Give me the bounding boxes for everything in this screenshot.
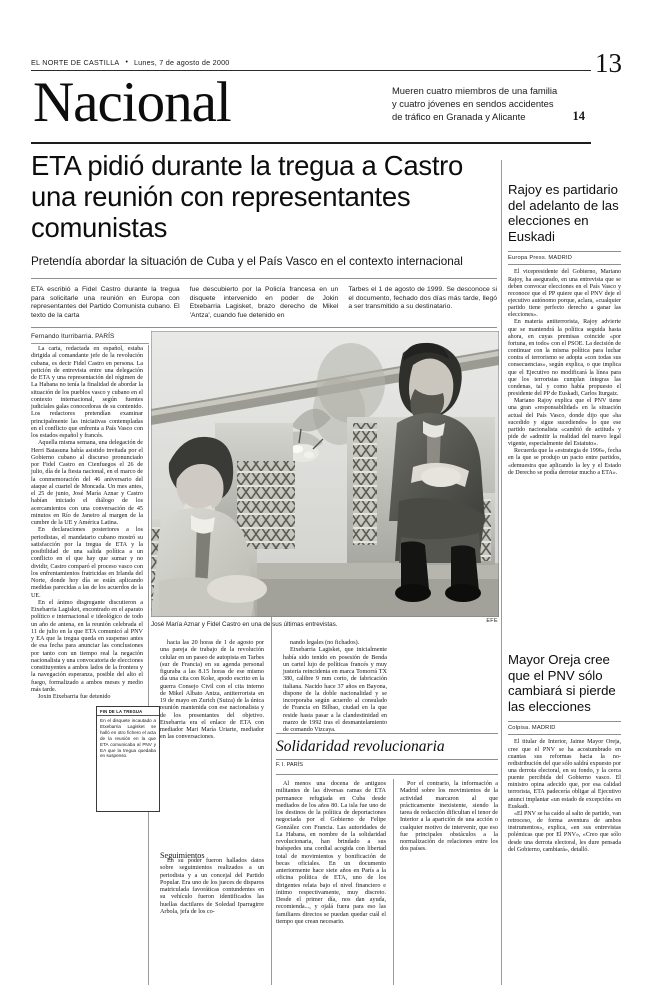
paragraph: Joxin Etxebarria fue detenido (38, 694, 111, 700)
paragraph: En declaraciones posteriores a los periodistas, el mandatario cubano mostró su satisfacción por la tregua de ETA y la posibilidad de una salida política a un conflicto en el que hay que sumar y no dividir, Castro comparó el proceso vasco con los enfrentamientos fratricidas en Irlanda del Norte, donde hoy día se están aplicando medidas parecidas a las de los acuerdos de la UE. (31, 527, 143, 599)
paragraph: En materia antiterrorista, Rajoy advierte que se mantendrá la política seguida hasta ahora, en cuyas premisas coincide «por fortuna, en todo» con el PSOE. La decisión de continuar con la misma política para luchar contra el terrorismo se adopta «con todas sus consecuencias», según explica, o que implica que el Ejecutivo no modificará la línea para que los terroristas cumplan íntegras las condenas, tal y como había propuesto el presidente del PP de Euskadi, Carlos Iturgaiz. (508, 319, 621, 398)
lead-col-1: ETA escribió a Fidel Castro durante la tregua para solicitarle una reunión en Europa con representantes del Partido Comunista cubano. El texto de la carta (31, 286, 180, 319)
paragraph: «El PNV se ha caído al salto de partido, van retroceso, de forma aventura de ambos instrumentos», explica, «en sus entrevistas polémicas que por El PNV», «Creo que sólo desde una derrota electoral, les dure pensada del Gobierno, cambiará», detalló. (508, 810, 621, 853)
paragraph: En el ánimo disgregante discutieron a Etxebarria Lagisket, encontrado en el aparato político e internacional e ideológico de todo un año de antena, en la reunión celebrada el 11 de julio en la que ETA comunicó al PNV y EA que la tregua queda en suspenso antes de esa fecha para anunciar las conclusiones por tanto con un tiempo real la negación nacionalista y una convocatoria de elecciones constituyentes a ambos lados de la frontera y la navegación esperanza, posible del alto el fuego, formalizado a ambos meses y medio más tarde. (31, 599, 144, 693)
photo-caption: José María Aznar y Fidel Castro en una de sus últimas entrevistas. (151, 621, 338, 628)
photo-credit: EFE (486, 618, 498, 624)
main-article-header (31, 150, 497, 344)
solidaridad-rule-top (276, 733, 498, 734)
inset-box-title: FIN DE LA TREGUA (97, 707, 159, 716)
paragraph: Mariano Rajoy explica que el PNV tiene una gran «responsabilidad» en la situación actual del País Vasco, donde dijo que «ha sucedido y sigue sucediendo» lo que ese partido nacionalista «cambió de actitud» y pide de «admitir la realidad del nuevo legal vigente, especialmente del Estatuto». (508, 398, 621, 448)
sidebar-rule (501, 160, 502, 985)
lead-paragraphs (31, 286, 497, 320)
teaser-line-1: Mueren cuatro miembros de una familia (392, 85, 558, 96)
folio-date: Lunes, 7 de agosto de 2000 (133, 57, 230, 67)
paragraph: Recuerda que la «estrategia de 1996», fecha en la que se produjo un pacto entre partidos, «demuestra que aplicando la ley y el Estado de Derecho se podía derrotar mucho a ETA». (508, 448, 621, 476)
byline-rule (31, 343, 149, 344)
paragraph: En su poder fueron hallados datos sobre seguimientos realizados a un periodista y a un concejal del Partido Popular. Era uno de los jueces de disparos matriculada favoráticas contundentes en su vehículo fueron identificados las huellas dactilares de Soledad Iparragirre Arbola, jefa de los co- (160, 858, 264, 915)
folio-publication: EL NORTE DE CASTILLA (31, 57, 120, 67)
headline-rule (31, 278, 497, 279)
sidebar-bottom-rule (508, 721, 621, 722)
solidaridad-column-1 (276, 781, 386, 926)
main-column-2 (160, 640, 264, 742)
photo-image (151, 331, 499, 617)
column2-subhead: Seguimientos (160, 851, 205, 860)
paragraph: Etxebarria Lagisket, que inicialmente había sido tenido en posesión de Benda un cartel lujo de políticas francés y muy justeria reincidenta en marca Tomorrá TX 380, calibre 9 mm corto, de fabricación italiana. Nacido hace 37 años en Bayona, dispone de la doble nacionalidad y se incorporaba según acuerdo al consulado de Francia en Bilbao, ciudad en la que reside hasta pasar a la clandestinidad en marzo de 1992 tras el desmantelamiento de comando Vizcaya. (283, 647, 387, 733)
column-rule-1 (148, 345, 149, 985)
section-title: Nacional (33, 71, 231, 134)
masthead-rule (31, 142, 591, 144)
main-headline: ETA pidió durante la tregua a Castro una reunión con representantes comunistas (31, 150, 464, 243)
main-byline: Fernando Iturribarria. PARÍS (31, 333, 115, 341)
solidaridad-byline: F. I. PARÍS (276, 762, 303, 768)
solidaridad-column-2 (400, 781, 498, 854)
teaser-page-number: 14 (572, 109, 585, 124)
inset-box (96, 706, 160, 812)
main-subhead: Pretendía abordar la situación de Cuba y el País Vasco en el contexto internacional (31, 255, 463, 268)
lead-rule (31, 327, 497, 328)
sidebar-top-rule (508, 251, 621, 252)
column-rule-3 (393, 779, 394, 985)
teaser-line-2: y cuatro jóvenes en sendos accidentes (392, 98, 554, 110)
sidebar-article-bottom (508, 652, 621, 854)
sidebar-top-body (508, 269, 621, 477)
paragraph: Al menos una docena de antiguos militantes de las diversas ramas de ETA permanece refugiada en Cuba desde mediados de los años 80. La isla fue uno de los destinos de la política de deportaciones negociada por el Gobierno de Felipe González con Francia. Las autoridades de La Habana, en nombre de la solidaridad revolucionaria, han brindado a sus huéspedes una cordial acogida con libertad total de movimientos y bonificación de becas oficiales. En un documento anteriormente hace siete años en París a la oficina política de ETA, uno de los dirigentes relata bajo el nivel financiero e íntimo respectivamente, muy discreto. Desde el primer día, nos dan ayuda, recomienda..., y ojalá fuera para eso las familiares directos se puedan quedar cuál el tiempo que crean necesario. (276, 781, 386, 925)
paragraph: nando legales (no fichados). (290, 640, 360, 646)
lead-col-3: Tarbes el 1 de agosto de 1999. Se desconoce si el documento, fechado dos días más tarde, llegó a ser transmitido a su destinatario. (348, 286, 498, 311)
main-column-2b (160, 858, 264, 916)
paragraph: Aquella misma semana, una delegación de Herri Batasuna había asistido invitada por el Gobierno cubano al discurso pronunciado por Fidel Castro en Cienfuegos el 26 de julio, día de la fiesta nacional, en el marco de la conmemoración del 46 aniversario del ataque al cuartel de Moncada. Un mes antes, el 25 de junio, José María Aznar y Castro habían iniciado el diálogo de los acercamientos con una conversación de 45 minutos en Río de Janeiro al margen de la cumbre de la UE y América Latina. (31, 440, 143, 526)
teaser-line-3: de tráfico en Granada y Alicante (392, 111, 526, 123)
solidaridad-rule-bottom (276, 774, 498, 775)
paragraph: La carta, redactada en español, estaba dirigida al comandante jefe de la revolución cubana, es decir Fidel Castro en persona. La petición de entrevista entre una delegación de ETA y una representación del régimen de La Habana no tenía la finalidad de abordar la situación de los pueblos vasco y cubano en el contexto internacional, según fuentes judiciales galas conocedoras de su contenido. Los redactores pretendían examinar principalmente las iniciativas contempladas en el conflicto que enfrenta a País Vasco con los estados español y francés. (31, 346, 143, 439)
paragraph: Por el contrario, la información a Madrid sobre los movimientos de la actividad marcaron al que prácticamente inexistente, siendo la tarea de redacción dificultan el tenor de Interior a la aparición de una acción o cualquier motivo de intervenir, que eso fue principales obstáculos a la normalización de relaciones entre los dos países. (400, 781, 498, 853)
sidebar-bottom-rule2 (508, 734, 621, 735)
paragraph: El titular de Interior, Jaime Mayor Oreja, cree que el PNV se ha acostumbrado en cuantas sus reformas hacia la no-redistribución del que sólo saldrá expuesto por una derrota electoral, en su fondo, y la cerca puente percibida del Gobierno vasco. El ministro opina adecido que, por esa calidad terrorista, ETA padecería obligar al Ejecutivo anunci implantar «un estado de excepción» en Euskadi. (508, 739, 621, 810)
sidebar-bottom-agency: Colpisa. MADRID (508, 725, 556, 732)
sidebar-top-agency: Europa Press. MADRID (508, 255, 573, 262)
inset-box-text: En el disquete incautado a Etxebarria Lagisket se halló en otro fichero el acta de la reunión en la que ETA comunicaba al PNV y EA que la tregua quedaba en suspenso. (100, 718, 156, 759)
lead-col-2: fue descubierto por la Policía francesa en un disquete intervenido en poder de Jokin Etxebarria Lagisket, brazo derecho de Mikel 'Antza', cuando fue detenido en (189, 286, 339, 319)
masthead-teaser (392, 84, 592, 124)
paragraph: El vicepresidente del Gobierno, Mariano Rajoy, ha asegurado, en una entrevista que se deben convocar elecciones en el País Vasco y reconoce que el PP quiere que el PNV deje el ejecutivo autónomo porque, aclara, «cualquier partido tiene perfecto derecho a ganar las elecciones». (508, 269, 621, 319)
main-column-3 (283, 640, 387, 734)
sidebar-article-top (508, 182, 621, 477)
sidebar-bottom-headline: Mayor Oreja cree que el PNV sólo cambiará si pierde las elecciones (508, 652, 616, 714)
article-photo (151, 331, 499, 624)
sidebar-top-rule2 (508, 264, 621, 265)
sidebar-top-headline: Rajoy es partidario del adelanto de las elecciones en Euskadi (508, 182, 619, 244)
solidaridad-rule-mid (276, 759, 498, 760)
sidebar-bottom-body (508, 739, 621, 854)
paragraph: hacia las 20 horas de 1 de agosto por una pareja de trabajo de la revolución celular en un paseo de autopista en Tarbes (sur de Francia) en su agenda personal figuraba a las 8.15 horas de ese mismo día una cita con Koke, apodo escrito en la guerra Consejo Civil con el cita interno de Mikel Albato Antza, antiterrorista en 19 de mayo en Zurich (Suiza) de la única reunión mantenida con ese nacionalista y de los presentantes del objetivo. Etxebarria era el enlace de ETA con mediador Mari María Uriarte, mediador en las conversaciones. (160, 640, 264, 741)
page-number: 13 (595, 48, 622, 78)
folio-line (31, 55, 591, 69)
solidaridad-title: Solidaridad revolucionaria (276, 738, 445, 755)
folio-separator: • (125, 58, 128, 66)
main-column-1 (31, 346, 143, 701)
teaser-line-3-row (392, 110, 585, 123)
